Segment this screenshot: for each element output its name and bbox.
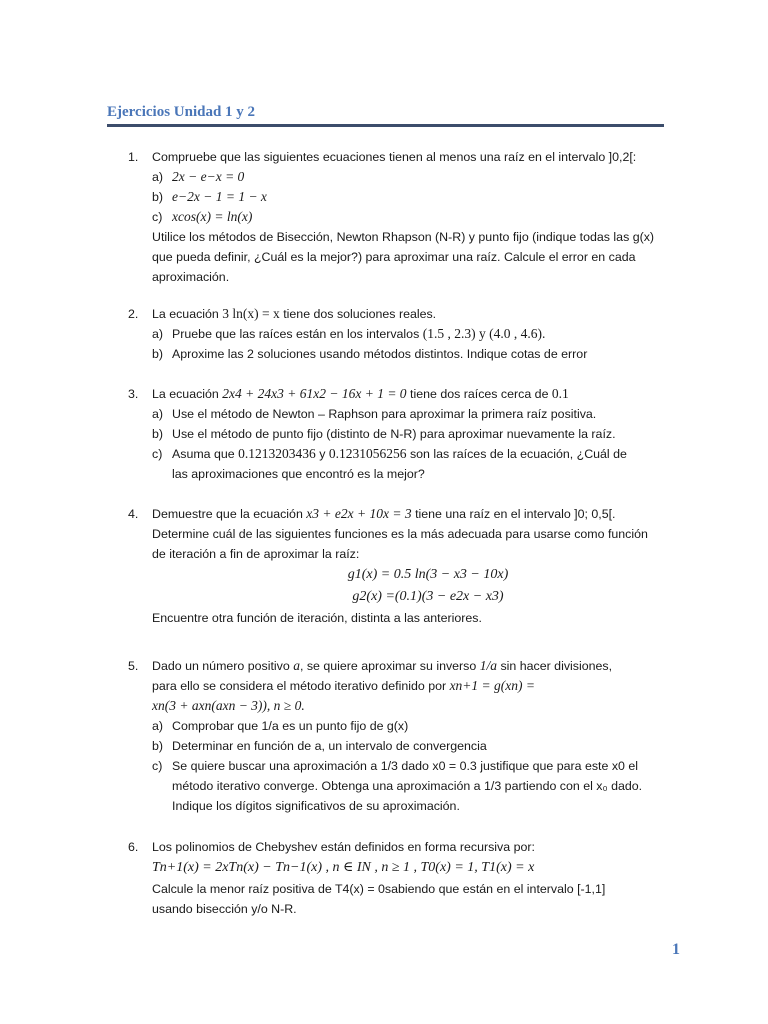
exercise-intro-cont: tiene una raíz en el intervalo ]0; 0,5[. [415,507,616,521]
document-title: Ejercicios Unidad 1 y 2 [107,104,256,120]
exercise-intro-cont: sin hacer divisiones, [500,659,613,673]
item-text: Use el método de punto fijo (distinto de N-R) para aproximar nuevamente la raíz. [172,427,616,441]
item-text: Comprobar que 1/a es un punto fijo de g(x) [172,719,409,733]
iteration-formula: xn+1 = g(xn) = [449,678,535,693]
item-text: Aproxime las 2 soluciones usando métodos distintos. Indique cotas de error [172,347,588,361]
exercise-intro: Los polinomios de Chebyshev están definidos en forma recursiva por: [152,840,535,854]
exercise-number: 6. [128,840,139,854]
exercise-intro-cont: tiene dos soluciones reales. [283,307,437,321]
exercise-number: 3. [128,387,139,401]
equation-a: 2x − e−x = 0 [172,169,245,184]
item-text: Use el método de Newton – Raphson para aproximar la primera raíz positiva. [172,407,597,421]
item-label: a) [152,719,164,733]
exercise-4 [128,504,668,628]
item-label: a) [152,407,164,421]
exercise-number: 2. [128,307,139,321]
item-text: Determinar en función de a, un intervalo de convergencia [172,739,487,753]
title-underline-rule [107,124,664,127]
exercise-body-line: usando bisección y/o N-R. [152,902,297,916]
exercise-closing-line: Encuentre otra función de iteración, distinta a las anteriores. [152,611,482,625]
exercise-intro: Demuestre que la ecuación [152,507,303,521]
item-text-cont: método iterativo converge. Obtenga una aproximación a 1/3 partiendo con el x₀ dado. [172,779,643,793]
item-label: a) [152,170,164,184]
iteration-function-g2: g2(x) =(0.1)(3 − e2x − x3) [352,589,504,604]
item-label: c) [152,447,163,461]
exercise-number: 1. [128,150,139,164]
item-label: a) [152,327,164,341]
equation-b: e−2x − 1 = 1 − x [172,189,267,204]
root-value-1: 0.1213203436 [238,446,316,461]
root-value-2: 0.1231056256 [328,446,407,461]
exercise-body-line: Calcule la menor raíz positiva de T4(x) = 0sabiendo que están en el intervalo [-1,1] [152,882,606,896]
equation: x3 + e2x + 10x = 3 [306,506,412,521]
approx-value: 0.1 [551,386,569,401]
exercise-intro: La ecuación [152,387,219,401]
exercise-body-line: para ello se considera el método iterativo definido por [152,679,447,693]
exercise-body-line: de iteración a fin de aproximar la raíz: [152,547,360,561]
equation-c: xcos(x) = ln(x) [172,209,253,224]
page-number: 1 [672,941,680,958]
item-text: Asuma que [172,447,235,461]
iteration-function-g1: g1(x) = 0.5 ln(3 − x3 − 10x) [347,567,509,582]
exercise-5: 5. Dado un número positivo a, se quiere aproximar su inverso 1/a sin hacer divisiones, para ello se considera el método iterativo definido por xn+1 = g(xn) = xn(3 + axn(axn − 3)), n ≥ 0. a) Comprobar que 1/a es un punto fijo de g(x) b) Determinar en función de a, un intervalo de convergencia c) Se quiere buscar una aproximación a 1/3 dado x0 = 0.3 justifique que para este x0 el método iterativo converge. Obtenga una aproximación a 1/3 partiendo con el x₀ dado. Indique los dígitos significativos de su aproximación. [128,656,668,816]
interval-values: (1.5 , 2.3) y (4.0 , 4.6). [422,326,546,341]
item-label: b) [152,190,164,204]
equation: 3 ln(x) = x [222,306,280,321]
exercise-number: 5. [128,659,139,673]
item-text: Se quiere buscar una aproximación a 1/3 dado x0 = 0.3 justifique que para este x0 el [172,759,638,773]
exercise-body-line: Determine cuál de las siguientes funciones es la más adecuada para usarse como función [152,527,648,541]
item-label: b) [152,347,164,361]
exercise-6 [128,837,668,919]
equation: 2x4 + 24x3 + 61x2 − 16x + 1 = 0 [222,386,407,401]
exercise-number: 4. [128,507,139,521]
exercise-intro-cont: , se quiere aproximar su inverso [299,659,477,673]
exercise-3 [128,384,668,484]
item-label: b) [152,739,164,753]
exercise-body-line: que pueda definir, ¿Cuál es la mejor?) para aproximar una raíz. Calcule el error en cada [152,250,636,264]
exercise-body-line: Utilice los métodos de Bisección, Newton Rhapson (N-R) y punto fijo (indique todas las g(x) [152,230,655,244]
item-label: c) [152,759,163,773]
exercise-intro: Compruebe que las siguientes ecuaciones tienen al menos una raíz en el intervalo ]0,2[: [152,150,637,164]
exercise-body-line: aproximación. [152,270,230,284]
item-text: Pruebe que las raíces están en los intervalos [172,327,420,341]
item-text-cont: Indique los dígitos significativos de su aproximación. [172,799,460,813]
item-text: son las raíces de la ecuación, ¿Cuál de [409,447,627,461]
item-text-cont: las aproximaciones que encontró es la mejor? [172,467,425,481]
exercise-intro-cont: tiene dos raíces cerca de [410,387,549,401]
exercise-intro: Dado un número positivo [152,659,290,673]
exercise-intro: La ecuación [152,307,219,321]
exercise-1 [128,147,668,287]
chebyshev-recursion-formula: Tn+1(x) = 2xTn(x) − Tn−1(x) , n ∈ IN , n ≥ 1 , T0(x) = 1, T1(x) = x [152,860,535,875]
item-text: y [319,447,326,461]
item-label: c) [152,210,163,224]
iteration-formula-cont: xn(3 + axn(axn − 3)), n ≥ 0. [152,698,305,713]
exercise-2 [128,304,668,364]
item-label: b) [152,427,164,441]
